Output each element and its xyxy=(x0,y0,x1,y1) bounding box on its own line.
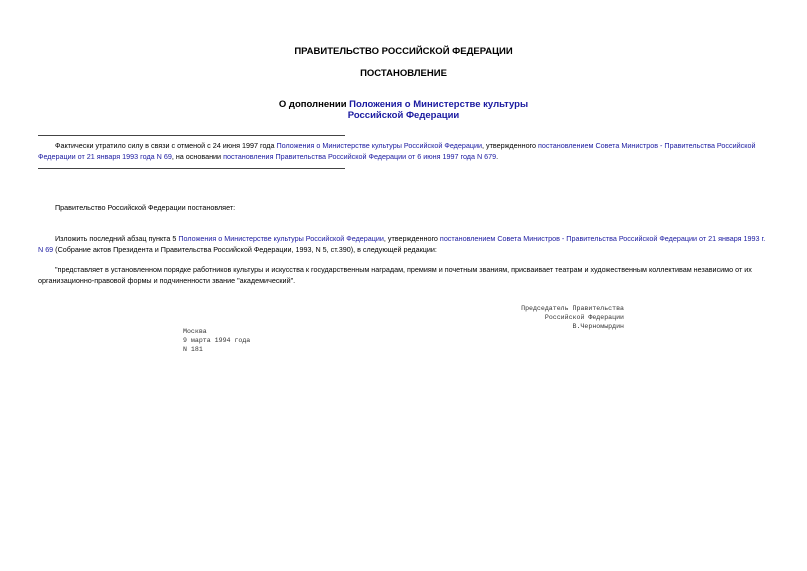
title-link-regulation-line2[interactable]: Российской Федерации xyxy=(347,110,460,121)
note-link-resolution-1993[interactable]: постановлением Совета Министров - Правительства Российской Федерации от 21 января 1993 года N 69 xyxy=(38,141,756,161)
note-text-1: Фактически утратило силу в связи с отменой с 24 июня 1997 года xyxy=(55,141,277,150)
title-link-regulation[interactable]: Положения о Министерстве культуры xyxy=(349,99,529,110)
note-link-resolution-1997[interactable]: постановления Правительства Российской Федерации от 6 июня 1997 года N 679 xyxy=(223,152,497,161)
note-text-3: , на основании xyxy=(171,152,224,161)
amendment-link-regulation[interactable]: Положения о Министерстве культуры Российской Федерации xyxy=(178,234,384,243)
note-top-rule xyxy=(38,135,345,136)
amendment-text-2: , утвержденного xyxy=(383,234,440,243)
amendment-text-3: (Собрание актов Президента и Правительства Российской Федерации, 1993, N 5, ст.390), в следующей редакции: xyxy=(53,245,437,254)
title-prefix: О дополнении xyxy=(278,99,350,110)
signature-block xyxy=(480,304,624,331)
note-text-4: . xyxy=(496,152,499,161)
signature-name: В.Черномырдин xyxy=(572,323,624,330)
place-date-block xyxy=(183,327,250,354)
government-heading: ПРАВИТЕЛЬСТВО РОССИЙСКОЙ ФЕДЕРАЦИИ xyxy=(294,46,513,57)
paragraph-resolves: Правительство Российской Федерации постановляет: xyxy=(55,203,236,212)
document-type-heading: ПОСТАНОВЛЕНИЕ xyxy=(360,68,447,79)
note-bottom-rule xyxy=(38,168,345,169)
document-number: N 181 xyxy=(183,346,203,353)
document-title xyxy=(0,99,807,121)
date: 9 марта 1994 года xyxy=(183,337,251,344)
city: Москва xyxy=(183,328,207,335)
amendment-link-resolution[interactable]: постановлением Совета Министров - Правительства Российской Федерации от 21 января 1993 г. N 69 xyxy=(38,234,766,254)
note-text-2: , утвержденного xyxy=(482,141,539,150)
paragraph-new-wording: "представляет в установленном порядке работников культуры и искусства к государственным наградам, премиям и почетным званиям, присваивает театрам и художественным коллективам независимо от их организационно-правовой формы и подчиненности звание "академический". xyxy=(38,265,752,285)
signature-country: Российской Федерации xyxy=(544,314,624,321)
signature-title: Председатель Правительства xyxy=(521,305,624,312)
note-link-regulation[interactable]: Положения о Министерстве культуры Российской Федерации xyxy=(276,141,483,150)
paragraph-amendment xyxy=(38,233,769,255)
amendment-text-1: Изложить последний абзац пункта 5 xyxy=(55,234,179,243)
status-note xyxy=(38,140,769,162)
